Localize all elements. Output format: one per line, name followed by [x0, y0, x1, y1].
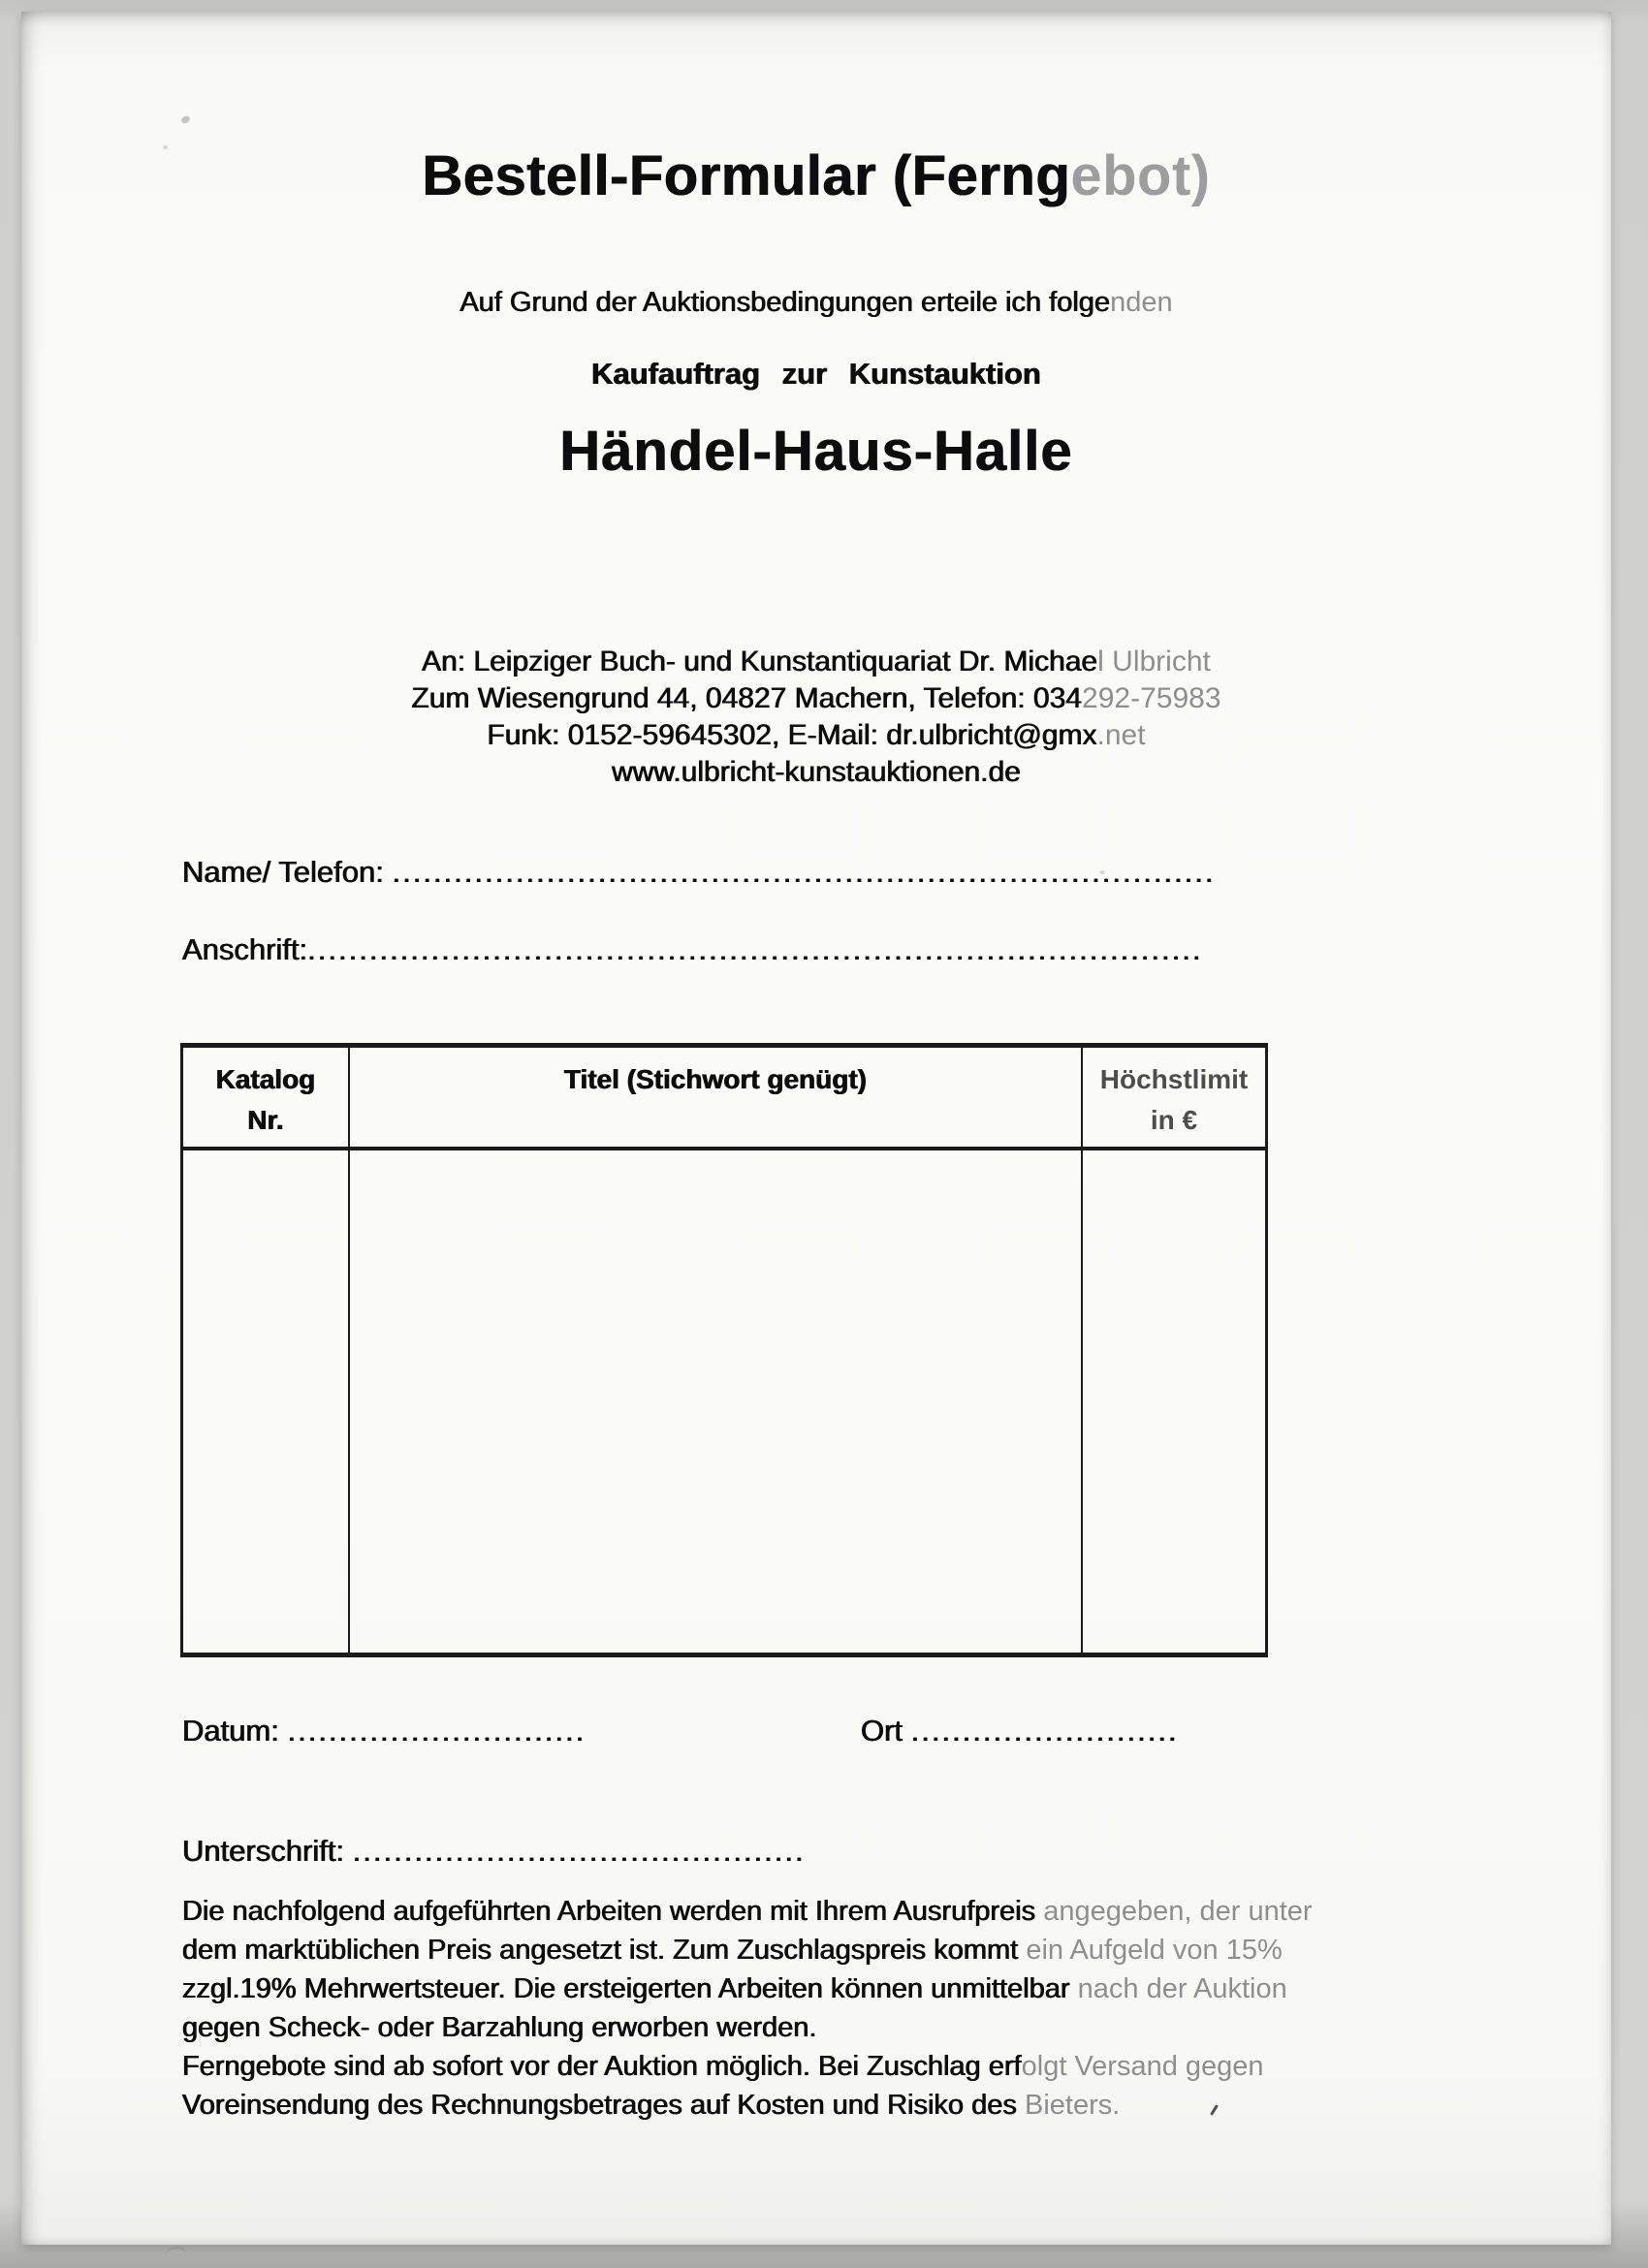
nr-label: Nr.: [247, 1105, 284, 1135]
in-euro-label: in €: [1150, 1105, 1198, 1135]
name-telefon-label: Name/ Telefon:: [182, 855, 393, 889]
form-subtitle: [21, 287, 1611, 319]
terms-line: [182, 2047, 1313, 2086]
address-website: [21, 754, 1611, 791]
terms-line: [182, 2008, 1313, 2047]
auction-house-name: Händel-Haus-Halle: [559, 420, 1073, 483]
terms-line: [182, 1931, 1313, 1969]
ort-label: Ort: [861, 1714, 911, 1748]
terms-line-3-fade: nach der Auktion: [1077, 1973, 1287, 2004]
recipient-address-block: [21, 644, 1611, 791]
terms-line: [182, 1969, 1313, 2008]
terms-line-2-main: dem marktüblichen Preis angesetzt ist. Zum Zuschlagspreis kommt: [182, 1935, 1027, 1966]
address-line-3-main: Funk: 0152-59645302, E-Mail: dr.ulbricht@gmx: [487, 719, 1097, 751]
name-telefon-row: [182, 855, 1216, 890]
entry-cell-titel: [350, 1150, 1083, 1653]
bid-table-entry-row: [183, 1150, 1265, 1653]
entry-cell-hoechstlimit: [1083, 1150, 1265, 1653]
order-caption: Kaufauftrag zur Kunstauktion: [591, 357, 1041, 391]
datum-ort-row: [182, 1714, 1442, 1748]
ort-field: [861, 1714, 1179, 1748]
datum-dotline: .............................: [287, 1714, 586, 1748]
anschrift-label: Anschrift:: [182, 932, 308, 966]
terms-paragraph: [182, 1892, 1313, 2125]
terms-line-2-fade: ein Aufgeld von 15%: [1026, 1935, 1283, 1966]
address-line-2-main: Zum Wiesengrund 44, 04827 Machern, Telefon: 034: [411, 682, 1083, 714]
header-cell-katalog-nr: [183, 1048, 350, 1147]
address-line-3-fade: .net: [1096, 719, 1146, 751]
bid-table: [180, 1043, 1268, 1657]
anschrift-row: [182, 932, 1203, 967]
name-telefon-dotline: ................................................................................: [392, 855, 1216, 889]
terms-line-1-fade: angegeben, der unter: [1043, 1896, 1313, 1927]
scan-squiggle-mark: [165, 2247, 186, 2256]
scan-speck: [180, 114, 191, 124]
address-line-2: [21, 680, 1611, 717]
datum-field: [182, 1714, 586, 1748]
address-line-1: [21, 644, 1611, 680]
address-line-1-fade: l Ulbricht: [1097, 646, 1211, 677]
datum-label: Datum:: [182, 1714, 288, 1748]
address-line-1-main: An: Leipziger Buch- und Kunstantiquariat Dr. Michae: [422, 646, 1098, 677]
form-subtitle-fade: nden: [1110, 287, 1173, 318]
unterschrift-label: Unterschrift:: [182, 1834, 353, 1868]
titel-label: Titel (Stichwort genügt): [563, 1064, 868, 1094]
terms-line-4-main: gegen Scheck- oder Barzahlung erworben werden.: [182, 2012, 817, 2043]
entry-cell-katalog-nr: [183, 1150, 350, 1653]
terms-line: [182, 2086, 1313, 2125]
terms-line-5-fade: olgt Versand gegen: [1021, 2051, 1264, 2082]
form-title-main: Bestell-Formular (Ferng: [422, 144, 1071, 207]
katalog-label: Katalog: [215, 1064, 316, 1094]
bid-table-header-row: [183, 1048, 1265, 1150]
terms-line-6-main: Voreinsendung des Rechnungsbetrages auf Kosten und Risiko des: [182, 2090, 1025, 2121]
terms-line-3-main: zzgl.19% Mehrwertsteuer. Die ersteigerten Arbeiten können unmittelbar: [182, 1973, 1078, 2004]
address-line-3: [21, 717, 1611, 754]
scanned-form-page: [21, 12, 1611, 2245]
form-subtitle-main: Auf Grund der Auktionsbedingungen erteile ich folge: [460, 287, 1111, 318]
header-cell-hoechstlimit: [1083, 1048, 1265, 1147]
form-title: [21, 143, 1611, 208]
terms-line-1-main: Die nachfolgend aufgeführten Arbeiten werden mit Ihrem Ausrufpreis: [182, 1896, 1044, 1927]
form-title-fade: ebot): [1070, 144, 1211, 207]
hoechstlimit-label: Höchstlimit: [1099, 1064, 1249, 1094]
terms-line-6-fade: Bieters.: [1024, 2090, 1121, 2121]
anschrift-dotline: .......................................................................................: [307, 932, 1203, 966]
unterschrift-dotline: ............................................: [352, 1834, 806, 1868]
terms-line: [182, 1892, 1313, 1931]
ort-dotline: ..........................: [910, 1714, 1179, 1748]
address-line-2-fade: 292-75983: [1082, 682, 1221, 714]
address-website-text: www.ulbricht-kunstauktionen.de: [612, 756, 1021, 788]
unterschrift-row: [182, 1834, 806, 1869]
terms-line-5-main: Ferngebote sind ab sofort vor der Auktion möglich. Bei Zuschlag erf: [182, 2051, 1022, 2082]
header-cell-titel: [350, 1048, 1083, 1147]
